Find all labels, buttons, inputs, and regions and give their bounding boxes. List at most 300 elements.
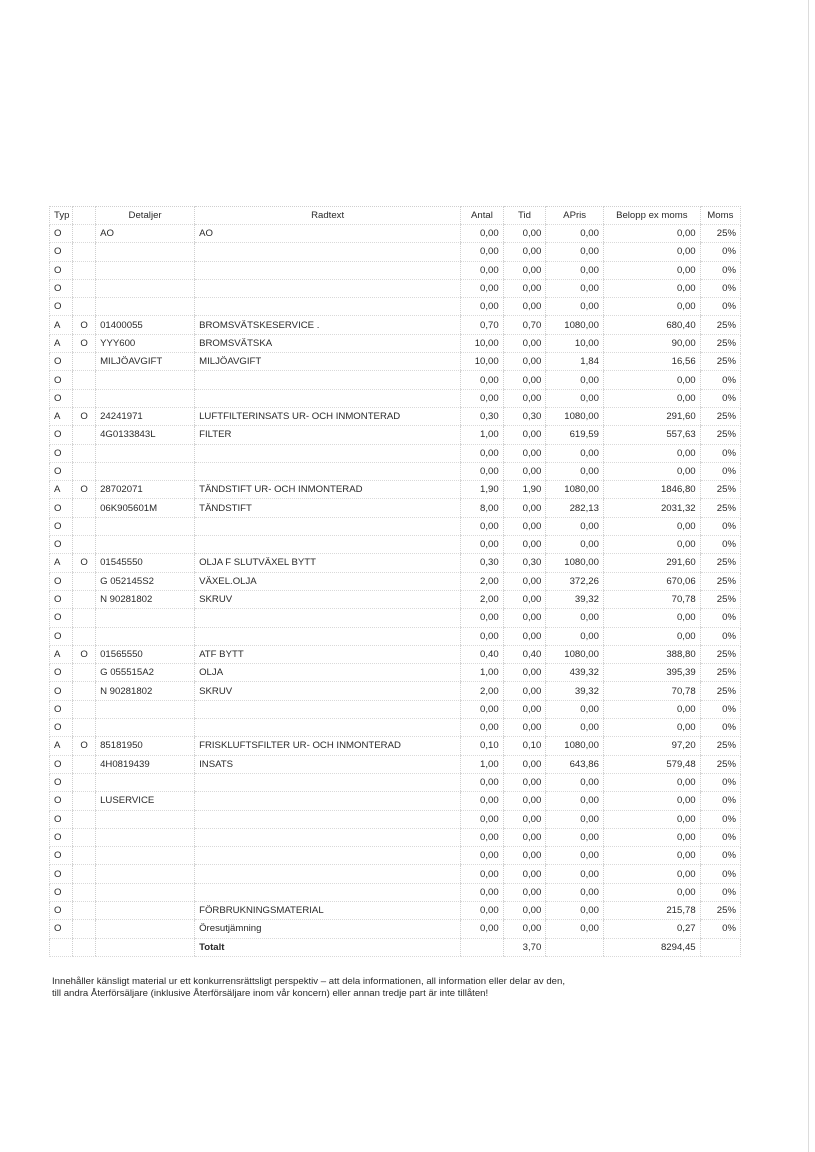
cell-belopp: 0,00 (603, 627, 700, 645)
cell-antal: 2,00 (461, 682, 504, 700)
cell-detaljer (96, 828, 195, 846)
cell-typ: O (50, 353, 73, 371)
cell-detaljer: 01565550 (96, 645, 195, 663)
cell-tid: 0,00 (503, 389, 546, 407)
cell-o (73, 462, 96, 480)
cell-apris: 282,13 (546, 499, 604, 517)
cell-typ: O (50, 627, 73, 645)
cell-apris: 0,00 (546, 517, 604, 535)
cell-tid: 0,00 (503, 719, 546, 737)
cell-antal: 0,00 (461, 243, 504, 261)
cell-typ: A (50, 316, 73, 334)
cell-antal: 0,00 (461, 627, 504, 645)
cell-tid: 0,00 (503, 298, 546, 316)
cell-antal: 0,00 (461, 700, 504, 718)
table-row (50, 664, 741, 682)
cell-detaljer (96, 389, 195, 407)
total-apris-cell (546, 938, 604, 956)
cell-o (73, 627, 96, 645)
cell-detaljer: 24241971 (96, 407, 195, 425)
cell-moms: 25% (700, 353, 740, 371)
header-blank (73, 207, 96, 225)
total-label: Totalt (195, 938, 461, 956)
table-row (50, 481, 741, 499)
cell-o (73, 755, 96, 773)
cell-antal: 0,00 (461, 773, 504, 791)
cell-moms: 25% (700, 737, 740, 755)
cell-detaljer (96, 444, 195, 462)
cell-belopp: 0,27 (603, 920, 700, 938)
cell-typ: O (50, 590, 73, 608)
cell-apris: 0,00 (546, 883, 604, 901)
cell-detaljer (96, 773, 195, 791)
cell-tid: 0,00 (503, 828, 546, 846)
cell-moms: 25% (700, 645, 740, 663)
cell-moms: 25% (700, 407, 740, 425)
cell-o (73, 792, 96, 810)
cell-typ: O (50, 700, 73, 718)
cell-radtext (195, 883, 461, 901)
cell-belopp: 291,60 (603, 407, 700, 425)
cell-detaljer (96, 719, 195, 737)
cell-apris: 0,00 (546, 279, 604, 297)
cell-antal: 0,00 (461, 883, 504, 901)
cell-typ: O (50, 243, 73, 261)
cell-o (73, 590, 96, 608)
cell-radtext (195, 298, 461, 316)
notice-line-2: till andra Återförsäljare (inklusive Återförsäljare inom vår koncern) eller annan tredje part är inte tillåten! (52, 987, 489, 999)
cell-typ: O (50, 828, 73, 846)
cell-radtext (195, 279, 461, 297)
cell-radtext (195, 389, 461, 407)
cell-apris: 0,00 (546, 865, 604, 883)
cell-apris: 0,00 (546, 847, 604, 865)
cell-detaljer: 85181950 (96, 737, 195, 755)
cell-antal: 1,00 (461, 664, 504, 682)
cell-apris: 0,00 (546, 627, 604, 645)
cell-antal: 0,00 (461, 462, 504, 480)
cell-radtext (195, 517, 461, 535)
cell-o (73, 920, 96, 938)
cell-antal: 1,90 (461, 481, 504, 499)
cell-belopp: 0,00 (603, 225, 700, 243)
cell-typ: O (50, 426, 73, 444)
cell-typ: A (50, 481, 73, 499)
cell-radtext (195, 627, 461, 645)
header-typ: Typ (50, 207, 73, 225)
cell-o (73, 883, 96, 901)
cell-antal: 0,00 (461, 261, 504, 279)
cell-moms: 25% (700, 554, 740, 572)
cell-moms: 0% (700, 371, 740, 389)
cell-radtext: FILTER (195, 426, 461, 444)
cell-tid: 0,00 (503, 279, 546, 297)
header-tid: Tid (503, 207, 546, 225)
cell-detaljer (96, 883, 195, 901)
cell-belopp: 2031,32 (603, 499, 700, 517)
cell-typ: O (50, 755, 73, 773)
table-row (50, 920, 741, 938)
cell-typ: O (50, 810, 73, 828)
cell-tid: 0,00 (503, 700, 546, 718)
cell-o (73, 682, 96, 700)
cell-typ: O (50, 773, 73, 791)
cell-radtext: INSATS (195, 755, 461, 773)
cell-detaljer: N 90281802 (96, 682, 195, 700)
cell-detaljer (96, 920, 195, 938)
cell-belopp: 0,00 (603, 298, 700, 316)
cell-radtext: LUFTFILTERINSATS UR- OCH INMONTERAD (195, 407, 461, 425)
cell-detaljer: 4G0133843L (96, 426, 195, 444)
cell-detaljer (96, 847, 195, 865)
cell-antal: 0,30 (461, 407, 504, 425)
cell-belopp: 0,00 (603, 773, 700, 791)
cell-detaljer: 01545550 (96, 554, 195, 572)
cell-detaljer (96, 536, 195, 554)
cell-radtext: BROMSVÄTSKA (195, 334, 461, 352)
cell-antal: 0,10 (461, 737, 504, 755)
cell-apris: 10,00 (546, 334, 604, 352)
cell-typ: O (50, 279, 73, 297)
cell-radtext (195, 810, 461, 828)
table-row (50, 426, 741, 444)
table-row (50, 499, 741, 517)
cell-apris: 0,00 (546, 719, 604, 737)
cell-belopp: 0,00 (603, 371, 700, 389)
cell-detaljer: MILJÖAVGIFT (96, 353, 195, 371)
cell-detaljer (96, 261, 195, 279)
cell-tid: 0,00 (503, 225, 546, 243)
cell-radtext (195, 865, 461, 883)
cell-typ: O (50, 517, 73, 535)
cell-tid: 0,00 (503, 371, 546, 389)
cell-detaljer: G 055515A2 (96, 664, 195, 682)
cell-radtext (195, 792, 461, 810)
cell-apris: 372,26 (546, 572, 604, 590)
cell-o: O (73, 316, 96, 334)
total-belopp: 8294,45 (603, 938, 700, 956)
cell-antal: 0,00 (461, 444, 504, 462)
cell-o (73, 517, 96, 535)
cell-belopp: 0,00 (603, 261, 700, 279)
cell-tid: 0,30 (503, 407, 546, 425)
cell-o: O (73, 481, 96, 499)
table-row (50, 517, 741, 535)
cell-apris: 0,00 (546, 261, 604, 279)
cell-o (73, 901, 96, 919)
cell-belopp: 680,40 (603, 316, 700, 334)
cell-moms: 0% (700, 865, 740, 883)
total-o-cell (73, 938, 96, 956)
total-tid: 3,70 (503, 938, 546, 956)
header-antal: Antal (461, 207, 504, 225)
total-typ-cell (50, 938, 73, 956)
table-row (50, 572, 741, 590)
table-row (50, 847, 741, 865)
cell-radtext (195, 261, 461, 279)
cell-radtext (195, 700, 461, 718)
cell-belopp: 0,00 (603, 536, 700, 554)
cell-apris: 0,00 (546, 773, 604, 791)
cell-typ: O (50, 664, 73, 682)
cell-detaljer (96, 609, 195, 627)
cell-radtext: FRISKLUFTSFILTER UR- OCH INMONTERAD (195, 737, 461, 755)
cell-typ: O (50, 572, 73, 590)
cell-o (73, 847, 96, 865)
cell-radtext (195, 444, 461, 462)
cell-tid: 0,00 (503, 243, 546, 261)
table-row (50, 279, 741, 297)
cell-moms: 25% (700, 499, 740, 517)
cell-antal: 0,00 (461, 225, 504, 243)
total-detaljer-cell (96, 938, 195, 956)
table-row (50, 682, 741, 700)
table-row (50, 828, 741, 846)
cell-typ: A (50, 334, 73, 352)
cell-belopp: 0,00 (603, 243, 700, 261)
cell-antal: 0,00 (461, 389, 504, 407)
cell-tid: 0,70 (503, 316, 546, 334)
cell-moms: 25% (700, 316, 740, 334)
cell-detaljer (96, 700, 195, 718)
cell-tid: 0,00 (503, 261, 546, 279)
table-row (50, 261, 741, 279)
cell-apris: 0,00 (546, 901, 604, 919)
cell-belopp: 0,00 (603, 865, 700, 883)
cell-moms: 0% (700, 828, 740, 846)
cell-o (73, 279, 96, 297)
cell-moms: 0% (700, 279, 740, 297)
cell-apris: 0,00 (546, 389, 604, 407)
cell-antal: 10,00 (461, 353, 504, 371)
cell-belopp: 0,00 (603, 828, 700, 846)
cell-typ: O (50, 536, 73, 554)
cell-radtext (195, 536, 461, 554)
cell-apris: 0,00 (546, 225, 604, 243)
cell-tid: 0,00 (503, 755, 546, 773)
cell-typ: O (50, 444, 73, 462)
cell-tid: 0,40 (503, 645, 546, 663)
cell-tid: 0,00 (503, 901, 546, 919)
table-row (50, 462, 741, 480)
cell-antal: 1,00 (461, 755, 504, 773)
table-header-row (50, 207, 741, 225)
cell-detaljer: N 90281802 (96, 590, 195, 608)
cell-antal: 0,00 (461, 536, 504, 554)
cell-typ: O (50, 261, 73, 279)
cell-tid: 0,00 (503, 810, 546, 828)
cell-antal: 0,00 (461, 810, 504, 828)
cell-apris: 0,00 (546, 462, 604, 480)
table-body (50, 225, 741, 939)
cell-typ: O (50, 371, 73, 389)
cell-antal: 0,70 (461, 316, 504, 334)
cell-o: O (73, 554, 96, 572)
cell-typ: A (50, 407, 73, 425)
cell-o (73, 865, 96, 883)
cell-radtext: MILJÖAVGIFT (195, 353, 461, 371)
table-row (50, 243, 741, 261)
cell-radtext: ATF BYTT (195, 645, 461, 663)
cell-belopp: 0,00 (603, 517, 700, 535)
cell-radtext (195, 847, 461, 865)
cell-tid: 0,00 (503, 609, 546, 627)
cell-typ: A (50, 645, 73, 663)
cell-typ: O (50, 901, 73, 919)
cell-antal: 0,00 (461, 847, 504, 865)
cell-antal: 0,00 (461, 719, 504, 737)
cell-moms: 0% (700, 883, 740, 901)
cell-apris: 439,32 (546, 664, 604, 682)
cell-belopp: 0,00 (603, 389, 700, 407)
cell-moms: 25% (700, 901, 740, 919)
cell-o (73, 261, 96, 279)
cell-typ: O (50, 719, 73, 737)
cell-o (73, 536, 96, 554)
header-belopp: Belopp ex moms (603, 207, 700, 225)
cell-belopp: 70,78 (603, 682, 700, 700)
cell-apris: 1080,00 (546, 645, 604, 663)
cell-o (73, 828, 96, 846)
cell-detaljer: AO (96, 225, 195, 243)
cell-antal: 2,00 (461, 590, 504, 608)
cell-o (73, 773, 96, 791)
cell-tid: 0,00 (503, 426, 546, 444)
cell-apris: 0,00 (546, 536, 604, 554)
cell-typ: O (50, 298, 73, 316)
cell-belopp: 0,00 (603, 719, 700, 737)
table-row (50, 883, 741, 901)
cell-typ: O (50, 847, 73, 865)
cell-apris: 1080,00 (546, 316, 604, 334)
table-row (50, 389, 741, 407)
cell-apris: 0,00 (546, 792, 604, 810)
cell-moms: 0% (700, 609, 740, 627)
cell-moms: 0% (700, 773, 740, 791)
cell-tid: 0,00 (503, 627, 546, 645)
cell-belopp: 0,00 (603, 462, 700, 480)
cell-o (73, 389, 96, 407)
cell-detaljer (96, 298, 195, 316)
cell-belopp: 0,00 (603, 792, 700, 810)
table-row (50, 407, 741, 425)
cell-o (73, 719, 96, 737)
cell-tid: 0,00 (503, 590, 546, 608)
cell-moms: 25% (700, 572, 740, 590)
cell-radtext (195, 719, 461, 737)
cell-moms: 0% (700, 847, 740, 865)
cell-tid: 0,00 (503, 462, 546, 480)
cell-tid: 0,00 (503, 920, 546, 938)
cell-moms: 0% (700, 920, 740, 938)
cell-radtext: TÄNDSTIFT UR- OCH INMONTERAD (195, 481, 461, 499)
cell-belopp: 70,78 (603, 590, 700, 608)
cell-antal: 10,00 (461, 334, 504, 352)
scan-edge-line (808, 0, 809, 1152)
table-row (50, 353, 741, 371)
cell-antal: 0,00 (461, 828, 504, 846)
cell-o (73, 572, 96, 590)
cell-o (73, 371, 96, 389)
cell-apris: 0,00 (546, 609, 604, 627)
cell-o (73, 353, 96, 371)
table-row (50, 810, 741, 828)
cell-tid: 0,00 (503, 517, 546, 535)
cell-belopp: 16,56 (603, 353, 700, 371)
cell-radtext (195, 828, 461, 846)
cell-radtext: VÄXEL.OLJA (195, 572, 461, 590)
cell-antal: 0,30 (461, 554, 504, 572)
cell-tid: 0,00 (503, 847, 546, 865)
cell-antal: 0,00 (461, 279, 504, 297)
cell-apris: 643,86 (546, 755, 604, 773)
cell-radtext (195, 462, 461, 480)
cell-apris: 1080,00 (546, 554, 604, 572)
cell-antal: 0,00 (461, 792, 504, 810)
table-row (50, 225, 741, 243)
cell-moms: 25% (700, 225, 740, 243)
total-antal-cell (461, 938, 504, 956)
cell-moms: 25% (700, 682, 740, 700)
cell-apris: 0,00 (546, 700, 604, 718)
header-radtext: Radtext (195, 207, 461, 225)
cell-tid: 0,00 (503, 499, 546, 517)
cell-detaljer (96, 243, 195, 261)
cell-tid: 1,90 (503, 481, 546, 499)
cell-tid: 0,00 (503, 536, 546, 554)
cell-o (73, 298, 96, 316)
cell-typ: O (50, 865, 73, 883)
cell-belopp: 670,06 (603, 572, 700, 590)
cell-radtext: AO (195, 225, 461, 243)
cell-o (73, 243, 96, 261)
table-row (50, 773, 741, 791)
table-row (50, 316, 741, 334)
cell-antal: 0,40 (461, 645, 504, 663)
table-row (50, 645, 741, 663)
cell-detaljer (96, 279, 195, 297)
cell-tid: 0,00 (503, 883, 546, 901)
cell-belopp: 291,60 (603, 554, 700, 572)
cell-typ: O (50, 920, 73, 938)
cell-o (73, 444, 96, 462)
cell-typ: O (50, 462, 73, 480)
cell-antal: 8,00 (461, 499, 504, 517)
cell-o (73, 664, 96, 682)
cell-typ: O (50, 609, 73, 627)
cell-radtext: FÖRBRUKNINGSMATERIAL (195, 901, 461, 919)
cell-typ: O (50, 389, 73, 407)
cell-antal: 0,00 (461, 920, 504, 938)
table-row (50, 334, 741, 352)
cell-antal: 0,00 (461, 371, 504, 389)
cell-tid: 0,30 (503, 554, 546, 572)
cell-antal: 0,00 (461, 901, 504, 919)
cell-belopp: 0,00 (603, 609, 700, 627)
header-detaljer: Detaljer (96, 207, 195, 225)
cell-typ: A (50, 554, 73, 572)
cell-antal: 0,00 (461, 517, 504, 535)
cell-moms: 0% (700, 261, 740, 279)
cell-apris: 619,59 (546, 426, 604, 444)
cell-moms: 0% (700, 298, 740, 316)
cell-moms: 25% (700, 664, 740, 682)
cell-belopp: 97,20 (603, 737, 700, 755)
table-row (50, 554, 741, 572)
table-row (50, 792, 741, 810)
cell-tid: 0,00 (503, 353, 546, 371)
cell-belopp: 579,48 (603, 755, 700, 773)
